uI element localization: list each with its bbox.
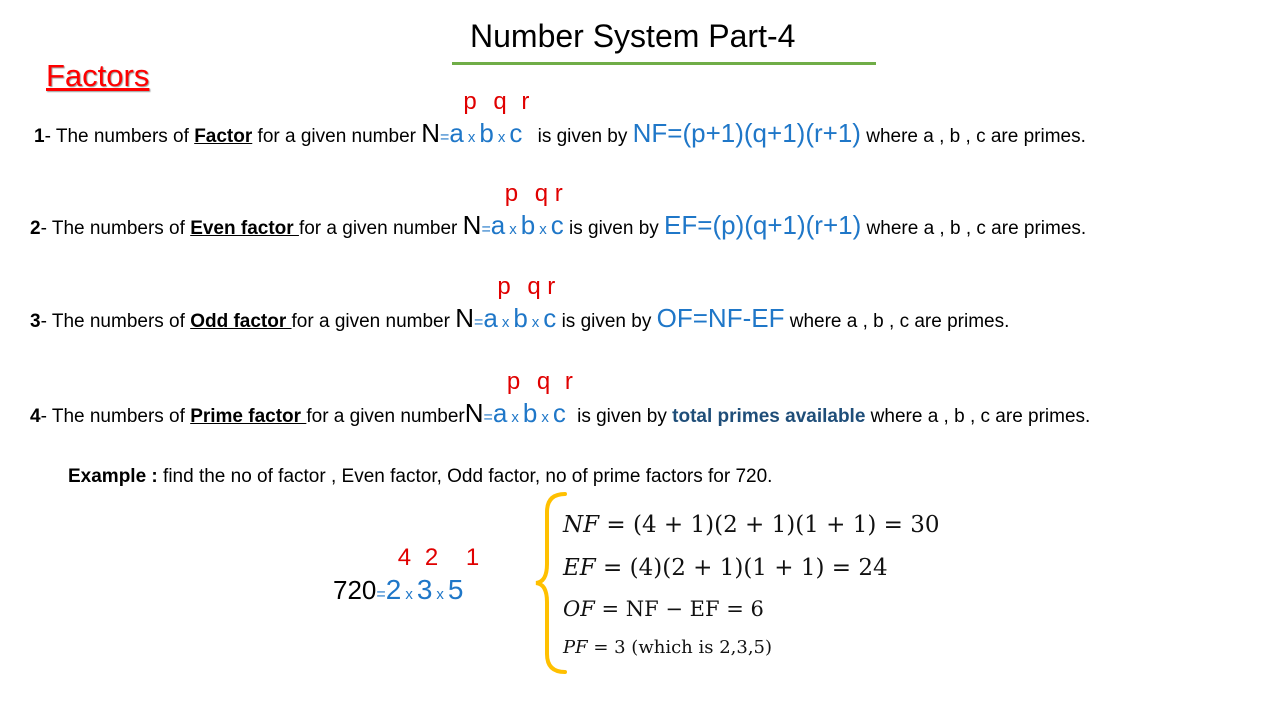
rule-term: Odd factor	[190, 311, 292, 332]
var-c: c	[509, 118, 523, 148]
result-of	[563, 597, 764, 621]
factorization-720	[333, 544, 480, 606]
rule-text: for a given number	[291, 311, 456, 332]
rule-text: where a , b , c are primes.	[784, 311, 1010, 332]
var-c: c	[543, 303, 557, 333]
rule-number: 1	[34, 126, 45, 147]
result-lhs: NF	[563, 512, 600, 538]
rule-text: - The numbers of	[44, 126, 195, 147]
result-pf	[563, 637, 772, 658]
var-a: a	[492, 398, 508, 428]
example-line	[68, 466, 772, 488]
times-sign: x	[467, 129, 476, 146]
times-sign: x	[541, 409, 549, 426]
result-rhs: = (4)(2 + 1)(1 + 1) = 24	[595, 555, 888, 581]
var-a: a	[490, 210, 506, 240]
times-sign: x	[497, 129, 506, 146]
expression-n	[421, 118, 449, 149]
base-value: 3	[416, 574, 433, 605]
rule-odd-factor	[30, 273, 1010, 334]
rule-term: Even factor	[190, 218, 299, 239]
example-text: find the no of factor , Even factor, Odd factor, no of prime factors for 720.	[157, 466, 773, 487]
rule-number: 4	[30, 406, 41, 427]
symbol-n: N	[455, 303, 475, 333]
rule-factor	[34, 88, 1086, 149]
expression-n	[465, 398, 493, 429]
prime-base-3	[416, 544, 439, 606]
exp-r: r	[521, 88, 530, 115]
result-rhs: = 3 (which is 2,3,5)	[587, 637, 773, 658]
rule-text: for a given number	[306, 406, 465, 427]
symbol-eq: =	[481, 221, 491, 238]
rule-number: 2	[30, 218, 41, 239]
rule-formula: total primes available	[672, 406, 866, 427]
symbol-n: N	[462, 210, 482, 240]
base-a	[449, 88, 477, 149]
base-c	[543, 273, 557, 334]
rule-text: is given by	[556, 311, 657, 332]
prime-base-5	[447, 544, 480, 606]
result-rhs: = NF − EF = 6	[594, 597, 764, 621]
exp-r: r	[547, 273, 556, 300]
base-value: 5	[447, 574, 464, 605]
rule-formula: EF=(p)(q+1)(r+1)	[664, 210, 862, 240]
base-a	[490, 180, 519, 241]
var-b: b	[513, 303, 528, 333]
section-heading: Factors	[46, 58, 150, 93]
times-sign: x	[511, 409, 519, 426]
exp-p: p	[506, 368, 521, 395]
symbol-eq: =	[483, 409, 493, 426]
rule-text: is given by	[563, 218, 665, 239]
factorized-number: 720	[333, 575, 377, 605]
rule-term: Factor	[194, 126, 253, 147]
times-sign: x	[405, 586, 413, 603]
rule-text: for a given number	[298, 218, 463, 239]
rule-number: 3	[30, 311, 41, 332]
prime-base-2	[385, 544, 412, 606]
base-b	[522, 368, 551, 429]
var-b: b	[520, 210, 536, 240]
exp-q: q	[527, 273, 541, 300]
exp-p: p	[497, 273, 511, 300]
base-a	[483, 273, 511, 334]
rule-text: is given by	[532, 126, 633, 147]
rule-formula: OF=NF-EF	[656, 303, 785, 333]
result-ef	[563, 555, 888, 581]
base-c	[550, 180, 564, 241]
exp-q: q	[493, 88, 507, 115]
result-rhs: = (4 + 1)(2 + 1)(1 + 1) = 30	[599, 512, 940, 538]
var-a: a	[483, 303, 498, 333]
rule-formula: NF=(p+1)(q+1)(r+1)	[632, 118, 861, 148]
rule-term: Prime factor	[190, 406, 307, 427]
exp-r: r	[564, 368, 573, 395]
result-lhs: OF	[563, 597, 595, 621]
example-label: Example :	[68, 466, 158, 487]
times-sign: x	[531, 314, 540, 331]
rule-text: where a , b , c are primes.	[861, 218, 1087, 239]
var-b: b	[522, 398, 538, 428]
var-b: b	[479, 118, 494, 148]
base-c	[552, 368, 573, 429]
rule-text: - The numbers of	[40, 218, 191, 239]
rule-prime-factor	[30, 368, 1091, 429]
rule-even-factor	[30, 180, 1087, 241]
base-value: 2	[385, 574, 402, 605]
symbol-eq: =	[376, 586, 386, 603]
result-lhs: EF	[563, 555, 596, 581]
result-nf	[563, 512, 939, 538]
base-b	[479, 88, 507, 149]
rule-text: - The numbers of	[40, 406, 191, 427]
symbol-eq: =	[474, 314, 484, 331]
exp-q: q	[534, 180, 549, 207]
base-a	[492, 368, 521, 429]
exponent-value: 4	[397, 544, 412, 571]
rule-text: for a given number	[252, 126, 422, 147]
result-lhs: PF	[563, 637, 588, 658]
rule-text: where a , b , c are primes.	[865, 406, 1091, 427]
base-c	[509, 88, 530, 149]
var-c: c	[552, 398, 566, 428]
symbol-eq: =	[440, 129, 450, 146]
var-c: c	[550, 210, 564, 240]
rule-text: where a , b , c are primes.	[860, 126, 1086, 147]
title-underline	[452, 62, 876, 65]
var-a: a	[449, 118, 464, 148]
exp-p: p	[463, 88, 477, 115]
times-sign: x	[501, 314, 510, 331]
symbol-n: N	[464, 398, 484, 428]
times-sign: x	[509, 221, 517, 238]
base-b	[513, 273, 541, 334]
exp-p: p	[504, 180, 519, 207]
times-sign: x	[436, 586, 444, 603]
exp-r: r	[554, 180, 563, 207]
expression-n	[455, 303, 483, 334]
exponent-value: 1	[465, 544, 480, 571]
rule-text: is given by	[571, 406, 673, 427]
symbol-n: N	[421, 118, 441, 148]
rule-text: - The numbers of	[40, 311, 191, 332]
base-b	[520, 180, 549, 241]
page-title: Number System Part-4	[470, 18, 796, 54]
expression-n	[463, 210, 491, 241]
exponent-value: 2	[424, 544, 439, 571]
exp-q: q	[536, 368, 551, 395]
times-sign: x	[539, 221, 547, 238]
